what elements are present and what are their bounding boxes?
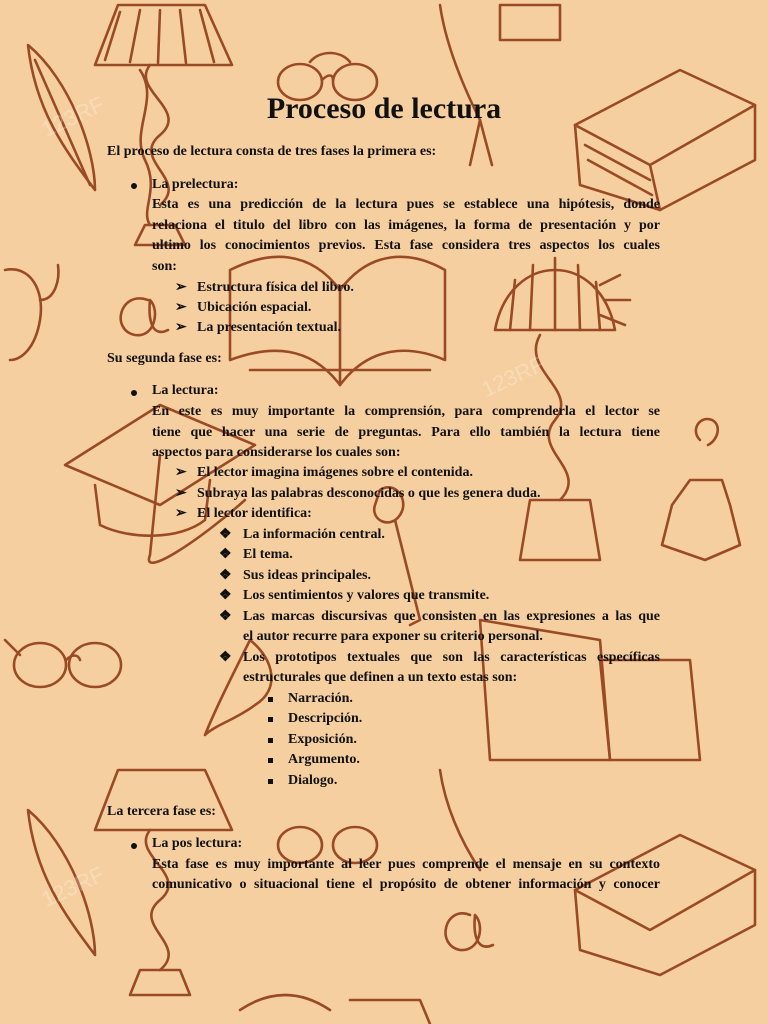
arrow-bullet: ➢ <box>175 465 187 480</box>
phase1-body-line: Esta es una predicción de la lectura pues se establece una hipótesis, donde <box>152 197 660 212</box>
watermark-2: 123RF <box>477 351 549 403</box>
arrow-bullet: ➢ <box>175 506 187 521</box>
phase1-aspect: La presentación textual. <box>197 320 342 335</box>
square-bullet <box>268 758 273 763</box>
phase1-body-last: son: <box>152 259 177 274</box>
phase2-aspect: El lector identifica: <box>197 506 312 521</box>
identify-item: Los sentimientos y valores que transmite. <box>243 588 490 603</box>
diamond-bullet: ❖ <box>219 650 232 665</box>
phase2-body-line: En este es muy importante la comprensión, para comprenderla el lector se <box>152 404 660 419</box>
phase2-heading: La lectura: <box>152 383 219 398</box>
phase2-body-last: aspectos para considerarse los cuales son: <box>152 445 401 460</box>
phase1-aspect: Estructura física del libro. <box>197 280 354 295</box>
prototipos-line: estructurales que definen a un texto estas son: <box>243 670 518 685</box>
bullet-dot <box>131 390 137 396</box>
diamond-bullet: ❖ <box>219 609 232 624</box>
phase1-aspect: Ubicación espacial. <box>197 300 312 315</box>
diamond-bullet: ❖ <box>219 527 232 542</box>
identify-item: Sus ideas principales. <box>243 568 371 583</box>
marcas-line: el autor recurre para exponer su criterio personal. <box>243 629 543 644</box>
phase1-heading: La prelectura: <box>152 177 239 192</box>
text-type: Narración. <box>288 691 353 706</box>
page-title: Proceso de lectura <box>266 92 502 125</box>
arrow-bullet: ➢ <box>175 320 187 335</box>
second-intro: Su segunda fase es: <box>107 351 222 366</box>
phase3-body-line: comunicativo o situacional tiene el propósito de obtener información y conocer <box>152 877 660 892</box>
text-type: Exposición. <box>288 732 357 747</box>
bullet-dot <box>131 183 137 189</box>
diamond-bullet: ❖ <box>219 568 232 583</box>
watermark-1: 123RF <box>37 91 109 143</box>
phase2-body-line: tiene que hacer una serie de preguntas. Para ello también la lectura tiene <box>152 425 660 440</box>
square-bullet <box>268 697 273 702</box>
bullet-dot <box>131 843 137 849</box>
diamond-bullet: ❖ <box>219 588 232 603</box>
square-bullet <box>268 738 273 743</box>
watermark-3: 123RF <box>37 861 109 913</box>
marcas-line: Las marcas discursivas que consisten en las expresiones a las que <box>243 609 660 624</box>
intro-text: El proceso de lectura consta de tres fases la primera es: <box>107 144 437 159</box>
phase1-body-line: ultimo los conocimientos previos. Esta fase considera tres aspectos los cuales <box>152 238 660 253</box>
prototipos-line: Los prototipos textuales que son las características específicas <box>243 650 660 665</box>
arrow-bullet: ➢ <box>175 486 187 501</box>
square-bullet <box>268 717 273 722</box>
third-intro: La tercera fase es: <box>107 804 216 819</box>
text-type: Argumento. <box>288 752 360 767</box>
phase3-body-line: Esta fase es muy importante al leer pues comprende el mensaje en su contexto <box>152 857 660 872</box>
arrow-bullet: ➢ <box>175 280 187 295</box>
text-type: Dialogo. <box>288 773 338 788</box>
phase2-aspect: Subraya las palabras desconocidas o que les genera duda. <box>197 486 541 501</box>
phase2-aspect: El lector imagina imágenes sobre el contenida. <box>197 465 473 480</box>
square-bullet <box>268 779 273 784</box>
diamond-bullet: ❖ <box>219 547 232 562</box>
arrow-bullet: ➢ <box>175 300 187 315</box>
phase1-body-line: relaciona el titulo del libro con las imágenes, la forma de presentación y por <box>152 218 660 233</box>
identify-item: La información central. <box>243 527 385 542</box>
phase3-heading: La pos lectura: <box>152 836 243 851</box>
text-type: Descripción. <box>288 711 363 726</box>
identify-item: El tema. <box>243 547 293 562</box>
